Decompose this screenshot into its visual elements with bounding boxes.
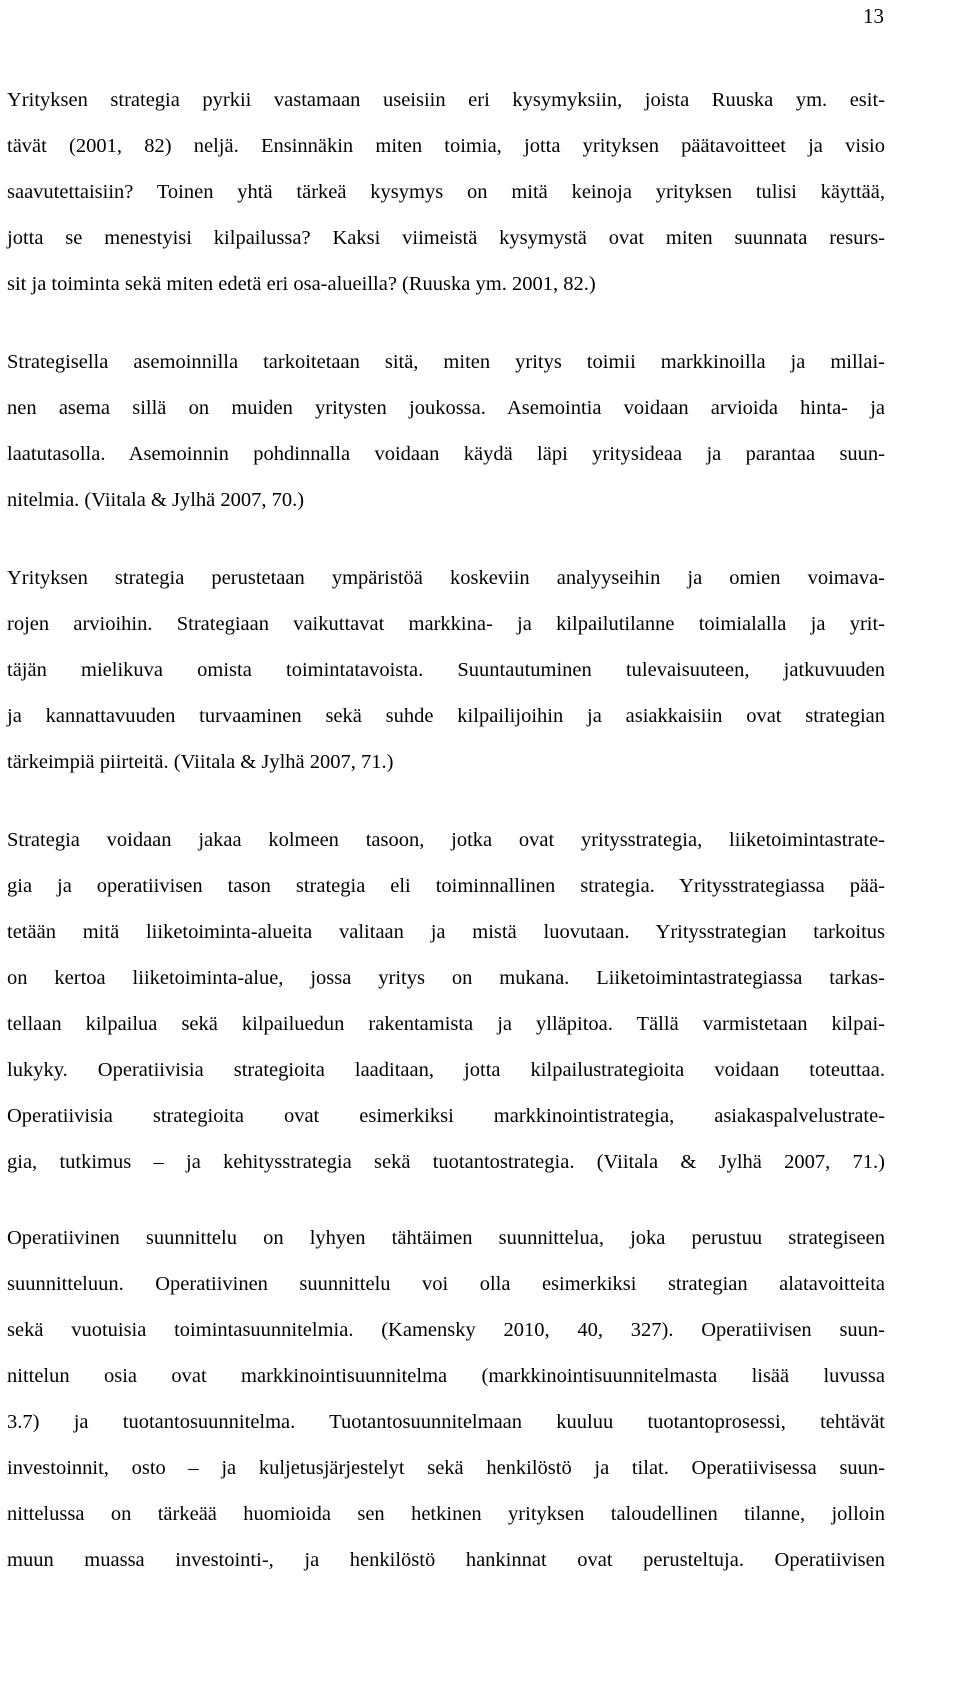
text-line: suunnitteluun. Operatiivinen suunnittelu voi olla esimerkiksi strategian alatavoitteita [7, 1273, 885, 1295]
text-line: gia, tutkimus – ja kehitysstrategia sekä tuotantostrategia. (Viitala & Jylhä 2007, 71.) [7, 1151, 885, 1173]
text-line: lukyky. Operatiivisia strategioita laaditaan, jotta kilpailustrategioita voidaan toteuttaa. [7, 1059, 885, 1081]
text-line: nen asema sillä on muiden yritysten joukossa. Asemointia voidaan arvioida hinta- ja [7, 397, 885, 419]
text-line: sekä vuotuisia toimintasuunnitelmia. (Kamensky 2010, 40, 327). Operatiivisen suun- [7, 1319, 885, 1341]
text-line: investoinnit, osto – ja kuljetusjärjestelyt sekä henkilöstö ja tilat. Operatiivisessa suun- [7, 1457, 885, 1479]
paragraph [7, 555, 885, 785]
paragraph [7, 817, 885, 1185]
text-line: ja kannattavuuden turvaaminen sekä suhde kilpailijoihin ja asiakkaisiin ovat strategian [7, 705, 885, 727]
text-line: saavutettaisiin? Toinen yhtä tärkeä kysymys on mitä keinoja yrityksen tulisi käyttää, [7, 181, 885, 203]
text-line: nitelmia. (Viitala & Jylhä 2007, 70.) [7, 489, 305, 511]
text-line: nittelussa on tärkeää huomioida sen hetkinen yrityksen taloudellinen tilanne, jolloin [7, 1503, 885, 1525]
text-line: sit ja toiminta sekä miten edetä eri osa-alueilla? (Ruuska ym. 2001, 82.) [7, 273, 596, 295]
text-line: tävät (2001, 82) neljä. Ensinnäkin miten toimia, jotta yrityksen päätavoitteet ja visio [7, 135, 885, 157]
paragraph [7, 1215, 885, 1583]
text-line: nittelun osia ovat markkinointisuunnitelma (markkinointisuunnitelmasta lisää luvussa [7, 1365, 885, 1387]
paragraph [7, 77, 885, 307]
text-line: tärkeimpiä piirteitä. (Viitala & Jylhä 2007, 71.) [7, 751, 394, 773]
text-line: Operatiivisia strategioita ovat esimerkiksi markkinointistrategia, asiakaspalvelustrate- [7, 1105, 885, 1127]
text-line: Operatiivinen suunnittelu on lyhyen tähtäimen suunnittelua, joka perustuu strategiseen [7, 1227, 885, 1249]
page-number: 13 [863, 4, 884, 28]
text-line: rojen arvioihin. Strategiaan vaikuttavat markkina- ja kilpailutilanne toimialalla ja yrit- [7, 613, 885, 635]
text-line: täjän mielikuva omista toimintatavoista. Suuntautuminen tulevaisuuteen, jatkuvuuden [7, 659, 885, 681]
text-line: tetään mitä liiketoiminta-alueita valitaan ja mistä luovutaan. Yritysstrategian tarkoitus [7, 921, 885, 943]
text-line: Yrityksen strategia pyrkii vastamaan useisiin eri kysymyksiin, joista Ruuska ym. esit- [7, 89, 885, 111]
text-line: jotta se menestyisi kilpailussa? Kaksi viimeistä kysymystä ovat miten suunnata resurs- [7, 227, 885, 249]
text-line: on kertoa liiketoiminta-alue, jossa yritys on mukana. Liiketoimintastrategiassa tarkas- [7, 967, 885, 989]
text-line: laatutasolla. Asemoinnin pohdinnalla voidaan käydä läpi yritysideaa ja parantaa suun- [7, 443, 885, 465]
text-line: muun muassa investointi-, ja henkilöstö hankinnat ovat perusteltuja. Operatiivisen [7, 1549, 885, 1571]
text-line: tellaan kilpailua sekä kilpailuedun rakentamista ja ylläpitoa. Tällä varmistetaan kilpai- [7, 1013, 885, 1035]
text-line: Strategisella asemoinnilla tarkoitetaan sitä, miten yritys toimii markkinoilla ja millai- [7, 351, 885, 373]
text-line: Strategia voidaan jakaa kolmeen tasoon, jotka ovat yritysstrategia, liiketoimintastrate- [7, 829, 885, 851]
text-line: gia ja operatiivisen tason strategia eli toiminnallinen strategia. Yritysstrategiassa pää- [7, 875, 885, 897]
paragraph [7, 339, 885, 523]
text-line: Yrityksen strategia perustetaan ympäristöä koskeviin analyyseihin ja omien voimava- [7, 567, 885, 589]
text-line: 3.7) ja tuotantosuunnitelma. Tuotantosuunnitelmaan kuuluu tuotantoprosessi, tehtävät [7, 1411, 885, 1433]
